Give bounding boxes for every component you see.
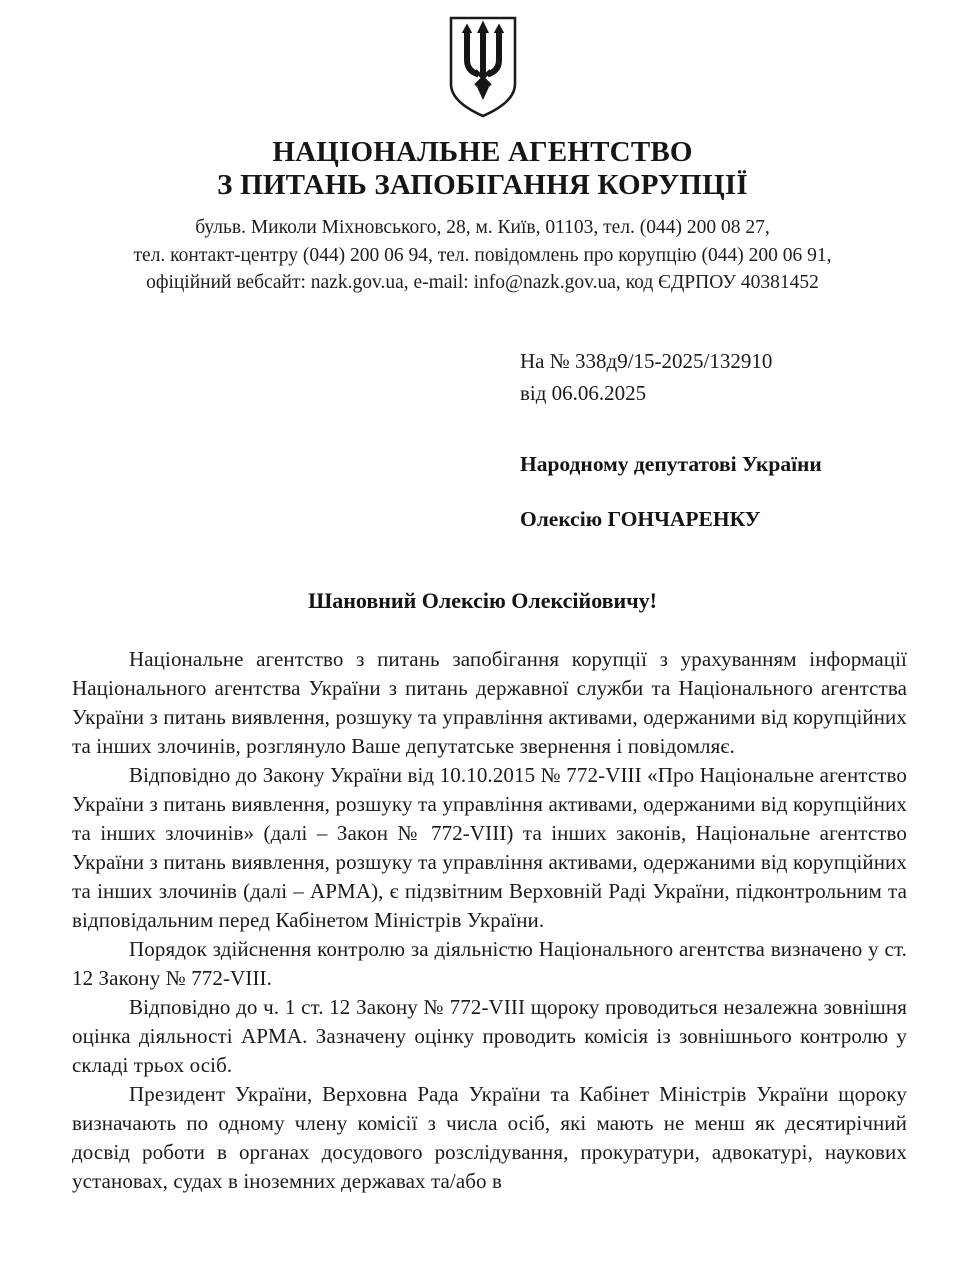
org-name-line2: З ПИТАНЬ ЗАПОБІГАННЯ КОРУПЦІЇ — [217, 169, 748, 201]
body-paragraph: Президент України, Верховна Рада України та Кабінет Міністрів України щороку визначають по одному члену комісії з числа осіб, які мають не менш як десятирічний досвід роботи в органах досудового розслідування, прокуратури, адвокатурі, наукових установах, судах в іноземних державах та/або в — [72, 1081, 907, 1193]
reference-date: від 06.06.2025 — [520, 380, 647, 405]
letter-body — [0, 645, 965, 1196]
org-name-line1: НАЦІОНАЛЬНЕ АГЕНТСТВО — [272, 136, 693, 168]
org-address-line3: офіційний вебсайт: nazk.gov.ua, e-mail: info@nazk.gov.ua, код ЄДРПОУ 40381452 — [146, 272, 819, 293]
addressee-title: Народному депутатові України — [520, 451, 822, 476]
body-paragraph: Національне агентство з питань запобігання корупції з урахуванням інформації Національного агентства України з питань державної служби та Національного агентства України з питань виявлення, розшуку та управління активами, одержаними від корупційних та інших злочинів, розглянуло Ваше депутатське звернення і повідомляє. — [72, 646, 907, 758]
reference-number: На № 338д9/15-2025/132910 — [520, 348, 773, 373]
ukraine-trident-emblem-icon — [443, 14, 523, 120]
org-contact-block — [0, 214, 965, 297]
org-name — [0, 136, 965, 202]
org-address-line1: бульв. Миколи Міхновського, 28, м. Київ, 01103, тел. (044) 200 08 27, — [195, 217, 770, 238]
org-address-line2: тел. контакт-центру (044) 200 06 94, тел. повідомлень про корупцію (044) 200 06 91, — [133, 244, 832, 266]
reference-block — [520, 345, 965, 409]
addressee-name: Олексію ГОНЧАРЕНКУ — [520, 506, 761, 531]
body-paragraph: Порядок здійснення контролю за діяльністю Національного агентства визначено у ст. 12 Закону № 772-VIII. — [72, 936, 907, 990]
addressee-block — [520, 451, 965, 532]
body-paragraph: Відповідно до ч. 1 ст. 12 Закону № 772-VIII щороку проводиться незалежна зовнішня оцінка діяльності АРМА. Зазначену оцінку проводить комісія із зовнішнього контролю у складі трьох осіб. — [72, 994, 907, 1077]
letterhead-emblem — [0, 0, 965, 120]
salutation: Шановний Олексію Олексійовичу! — [308, 587, 657, 613]
body-paragraph: Відповідно до Закону України від 10.10.2015 № 772-VIII «Про Національне агентство України з питань виявлення, розшуку та управління активами, одержаними від корупційних та інших злочинів» (далі – Закон № 772-VIII) та інших законів, Національне агентство України з питань виявлення, розшуку та управління активами, одержаними від корупційних та інших злочинів (далі – АРМА), є підзвітним Верховній Раді України, підконтрольним та відповідальним перед Кабінетом Міністрів України. — [72, 762, 907, 932]
